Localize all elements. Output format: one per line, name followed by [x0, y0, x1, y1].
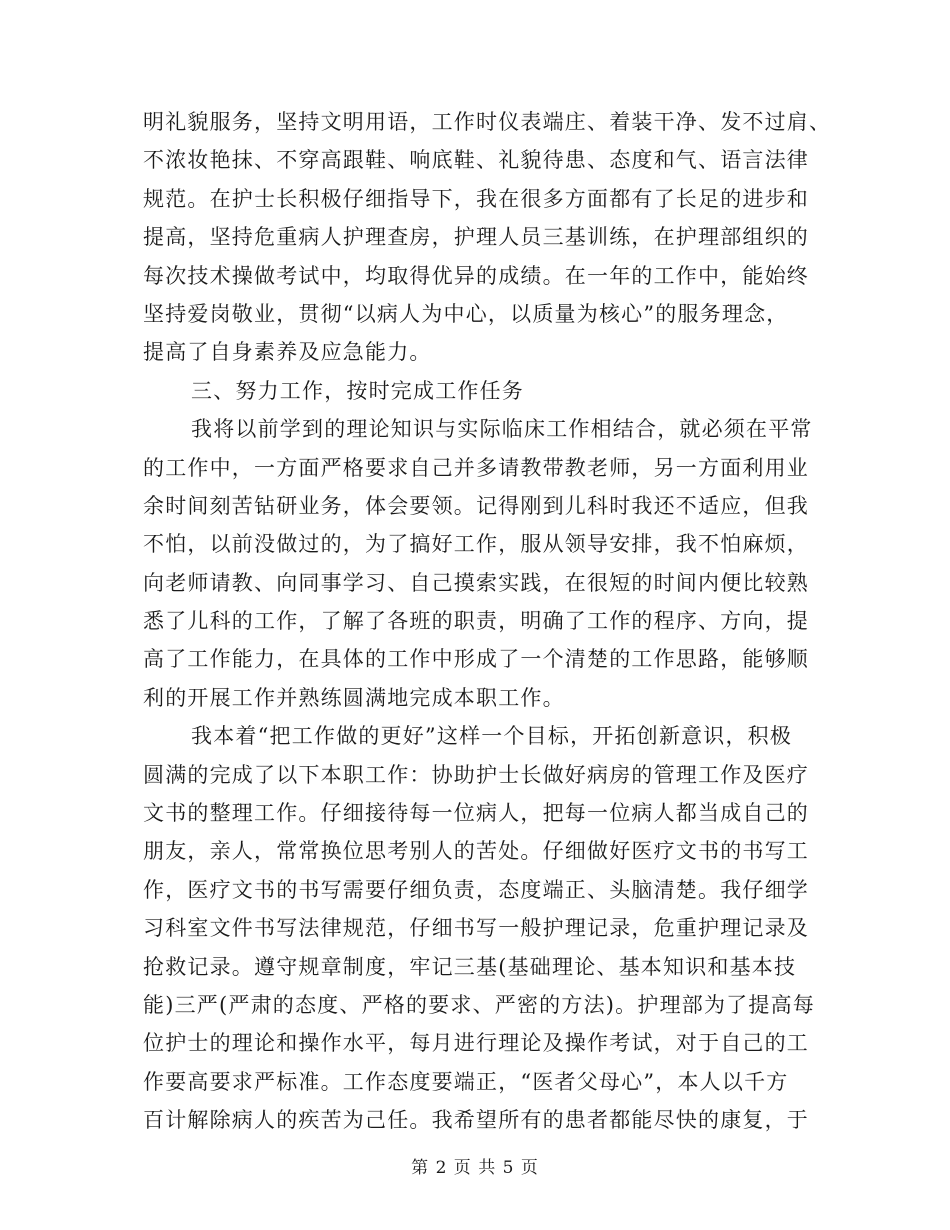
- text-line: 利的开展工作并熟练圆满地完成本职工作。: [143, 685, 565, 710]
- text-line: 百计解除病人的疾苦为己任。我希望所有的患者都能尽快的康复，于: [143, 1108, 809, 1133]
- text-line: 每次技术操做考试中，均取得优异的成绩。在一年的工作中，能始终: [143, 263, 809, 288]
- text-line: 的工作中，一方面严格要求自己并多请教带教老师，另一方面利用业: [143, 455, 809, 480]
- text-line: 我将以前学到的理论知识与实际临床工作相结合，就必须在平常: [191, 417, 813, 442]
- text-line: 规范。在护士长积极仔细指导下，我在很多方面都有了长足的进步和: [143, 186, 809, 211]
- text-line: 朋友，亲人，常常换位思考别人的苦处。仔细做好医疗文书的书写工: [143, 839, 809, 864]
- text-line: 提高，坚持危重病人护理查房，护理人员三基训练，在护理部组织的: [143, 225, 809, 250]
- page-number-footer: 第 2 页 共 5 页: [411, 1158, 539, 1178]
- text-line: 作，医疗文书的书写需要仔细负责，态度端正、头脑清楚。我仔细学: [143, 877, 809, 902]
- text-line: 作要高要求严标准。工作态度要端正，“医者父母心”，本人以千方: [143, 1069, 789, 1094]
- text-line: 能)三严(严肃的态度、严格的要求、严密的方法)。护理部为了提高每: [143, 992, 815, 1017]
- text-line: 我本着“把工作做的更好”这样一个目标，开拓创新意识，积极: [191, 724, 793, 749]
- text-line: 文书的整理工作。仔细接待每一位病人，把每一位病人都当成自己的: [143, 801, 809, 826]
- text-line: 不怕，以前没做过的，为了搞好工作，服从领导安排，我不怕麻烦，: [143, 532, 809, 557]
- text-line: 圆满的完成了以下本职工作：协助护士长做好病房的管理工作及医疗: [143, 762, 809, 787]
- paragraph: [143, 103, 832, 372]
- section-heading: 三、努力工作，按时完成工作任务: [191, 378, 524, 403]
- text-line: 坚持爱岗敬业，贯彻“以病人为中心，以质量为核心”的服务理念，: [143, 301, 789, 326]
- paragraph: [143, 717, 823, 1139]
- text-line: 高了工作能力，在具体的工作中形成了一个清楚的工作思路，能够顺: [143, 647, 809, 672]
- text-line: 余时间刻苦钻研业务，体会要领。记得刚到儿科时我还不适应，但我: [143, 493, 809, 518]
- text-line: 习科室文件书写法律规范，仔细书写一般护理记录，危重护理记录及: [143, 916, 809, 941]
- document-body: [143, 103, 832, 1140]
- text-line: 向老师请教、向同事学习、自己摸索实践，在很短的时间内便比较熟: [143, 570, 809, 595]
- text-line: 位护士的理论和操作水平，每月进行理论及操作考试，对于自己的工: [143, 1031, 809, 1056]
- text-line: 明礼貌服务，坚持文明用语，工作时仪表端庄、着装干净、发不过肩、: [143, 110, 832, 134]
- text-line: 抢救记录。遵守规章制度，牢记三基(基础理论、基本知识和基本技: [143, 954, 797, 979]
- paragraph: [143, 410, 823, 717]
- text-line: 不浓妆艳抹、不穿高跟鞋、响底鞋、礼貌待患、态度和气、语言法律: [143, 148, 809, 173]
- text-line: 提高了自身素养及应急能力。: [143, 340, 432, 365]
- text-line: 悉了儿科的工作，了解了各班的职责，明确了工作的程序、方向，提: [143, 609, 809, 634]
